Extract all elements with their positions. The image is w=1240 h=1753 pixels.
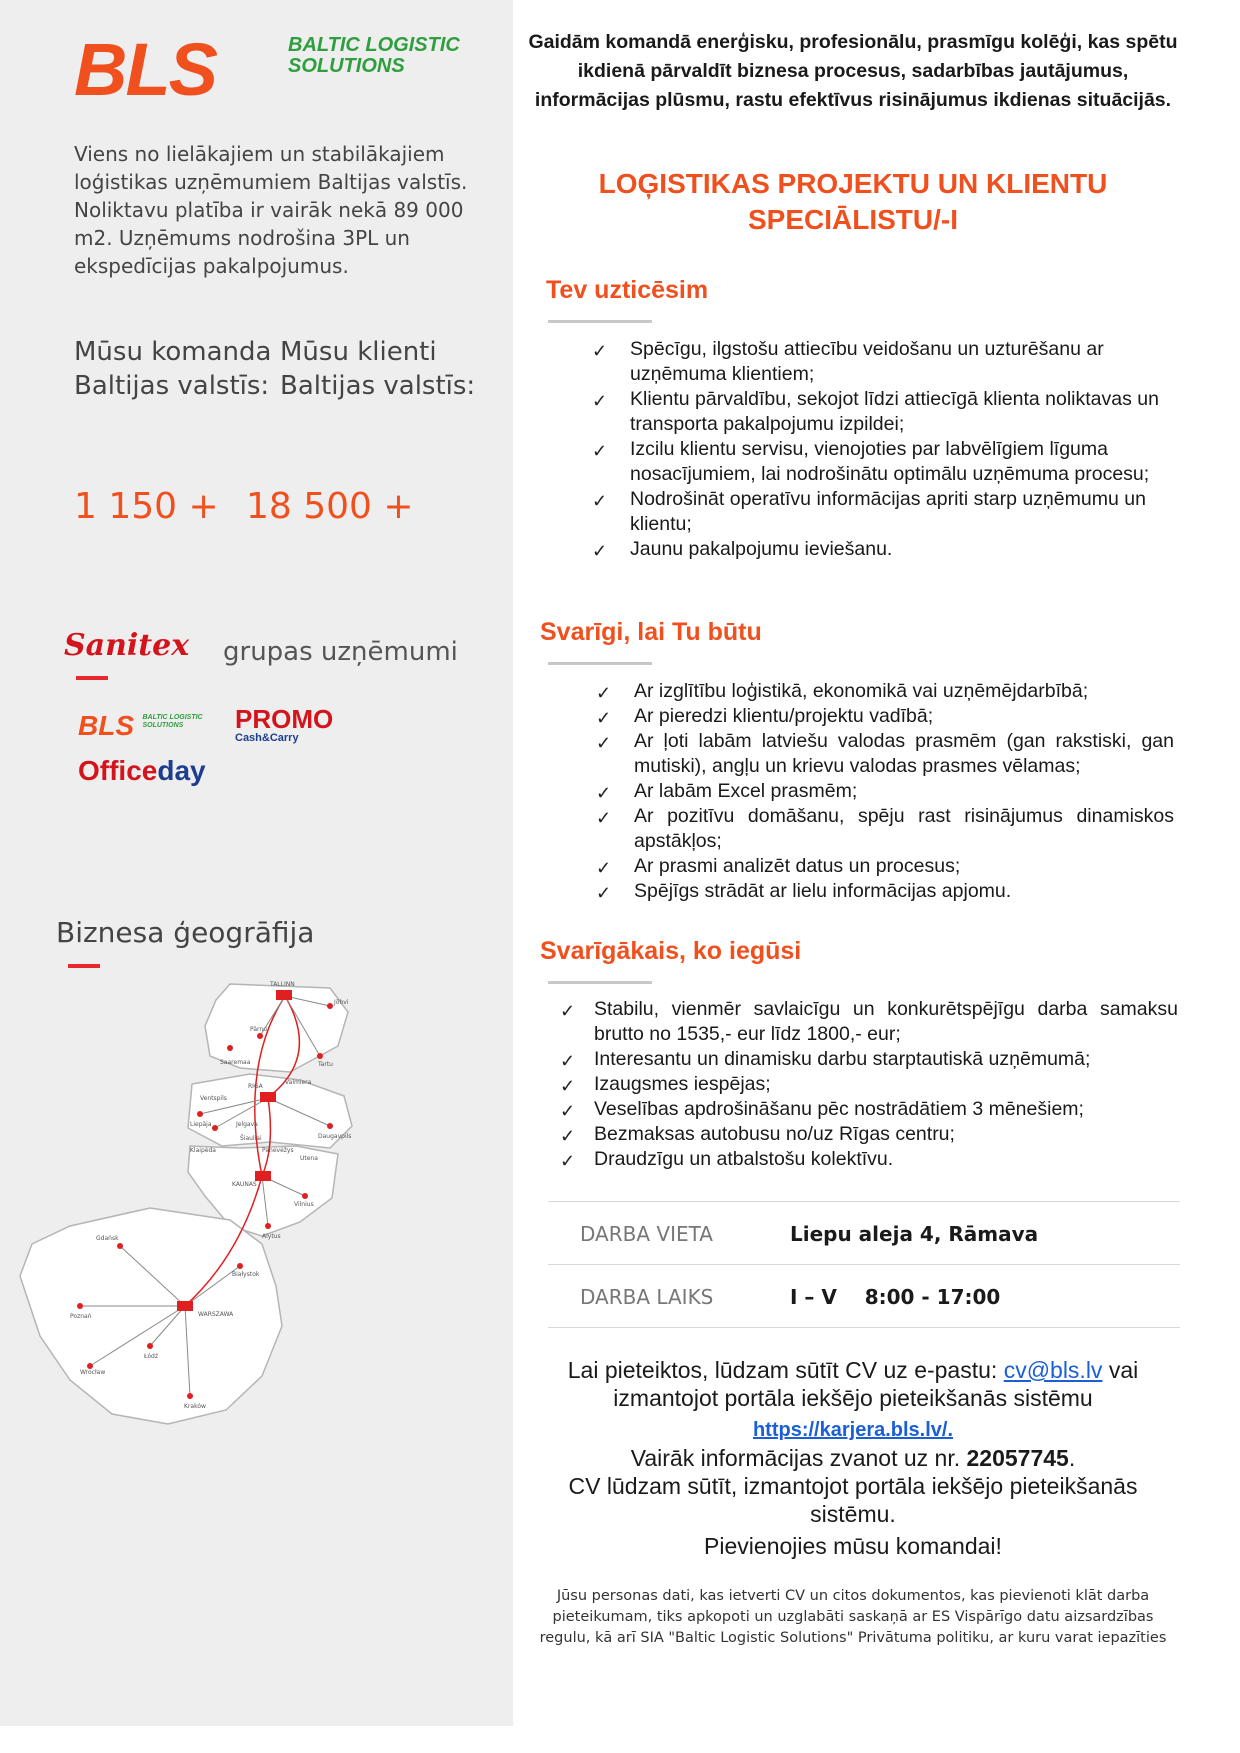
- check-icon: ✓: [592, 391, 608, 411]
- city-label: Jelgava: [236, 1121, 258, 1128]
- hub-warszawa: [177, 1301, 193, 1311]
- list-item: [552, 1072, 1178, 1097]
- bls-small-tag-1: BALTIC LOGISTIC: [142, 714, 203, 721]
- list-item: [584, 537, 1174, 562]
- apply-text: vai izmantojot portāla iekšējo pieteikšanās sistēmu: [613, 1357, 1139, 1411]
- location-label: DARBA VIETA: [580, 1222, 713, 1246]
- list-item-text: Izcilu klientu servisu, vienojoties par labvēlīgiem līguma nosacījumiem, lai nodrošinātu optimālu uzņēmuma procesu;: [630, 438, 1150, 485]
- poland-shape: [20, 1208, 282, 1424]
- phone-line: [528, 1444, 1178, 1472]
- city-pin: [187, 1393, 193, 1399]
- check-icon: ✓: [596, 783, 612, 803]
- city-label: Liepāja: [190, 1121, 212, 1128]
- city-pin: [237, 1263, 243, 1269]
- cv-instruction: CV lūdzam sūtīt, izmantojot portāla iekšējo pieteikšanās sistēmu.: [568, 1473, 1138, 1527]
- city-label: Vilnius: [294, 1201, 314, 1208]
- section-underline: [548, 320, 652, 323]
- logo-tag-line2: SOLUTIONS: [288, 55, 405, 77]
- list-item-text: Izaugsmes iespējas;: [594, 1073, 771, 1095]
- team-label: [74, 335, 271, 403]
- apply-text: Lai pieteiktos, lūdzam sūtīt CV uz e-pastu:: [567, 1357, 1004, 1383]
- check-icon: ✓: [596, 683, 612, 703]
- check-icon: ✓: [592, 491, 608, 511]
- list-item: [584, 437, 1174, 487]
- check-icon: ✓: [560, 1126, 576, 1146]
- job-title-line2: SPECIĀLISTU/-I: [747, 204, 958, 235]
- officeday-logo: [78, 755, 206, 787]
- city-pin: [197, 1111, 203, 1117]
- section-benefits-title: Svarīgākais, ko iegūsi: [540, 937, 802, 965]
- phone-text: .: [1068, 1445, 1076, 1471]
- list-item: [588, 729, 1174, 779]
- city-label: Pärnu: [250, 1026, 267, 1033]
- list-item: [588, 854, 1174, 879]
- hours-row: [548, 1264, 1180, 1328]
- list-item-text: Ar izglītību loģistikā, ekonomikā vai uzņēmējdarbībā;: [634, 680, 1089, 702]
- city-pin: [327, 1003, 333, 1009]
- trust-list: [584, 337, 1174, 562]
- clients-label-line1: Mūsu klienti: [280, 337, 437, 367]
- apply-email-line: [528, 1356, 1178, 1412]
- city-label: Valmiera: [285, 1079, 312, 1086]
- city-label: Wrocław: [80, 1369, 106, 1376]
- city-pin: [227, 1045, 233, 1051]
- city-label: Ventspils: [200, 1095, 227, 1102]
- check-icon: ✓: [560, 1076, 576, 1096]
- list-item-text: Stabilu, vienmēr savlaicīgu un konkurētspējīgu darba samaksu brutto no 1535,- eur līdz 1800,- eur;: [594, 998, 1178, 1045]
- list-item-text: Spējīgs strādāt ar lielu informācijas apjomu.: [634, 880, 1012, 902]
- location-row: [548, 1201, 1180, 1264]
- hours-label: DARBA LAIKS: [580, 1285, 714, 1309]
- officeday-day: day: [157, 755, 206, 786]
- clients-label-line2: Baltijas valstīs:: [280, 371, 476, 401]
- city-label: KAUNAS: [232, 1181, 257, 1188]
- list-item: [588, 704, 1174, 729]
- city-label: Šiauliai: [240, 1135, 262, 1142]
- list-item-text: Interesantu un dinamisku darbu starptautiskā uzņēmumā;: [594, 1048, 1091, 1070]
- city-label: TALLINN: [270, 981, 295, 988]
- check-icon: ✓: [592, 341, 608, 361]
- apply-block: [528, 1356, 1178, 1560]
- location-value: Liepu aleja 4, Rāmava: [790, 1222, 1039, 1246]
- team-label-line1: Mūsu komanda: [74, 337, 272, 367]
- section-requirements-title: Svarīgi, lai Tu būtu: [540, 618, 762, 646]
- city-pin: [317, 1053, 323, 1059]
- team-count: 1 150 +: [74, 486, 219, 527]
- list-item: [588, 879, 1174, 904]
- list-item-text: Draudzīgu un atbalstošu kolektīvu.: [594, 1148, 894, 1170]
- bls-small-letters: BLS: [78, 710, 134, 741]
- check-icon: ✓: [596, 733, 612, 753]
- phone-text: Vairāk informācijas zvanot uz nr.: [630, 1445, 967, 1471]
- list-item: [584, 487, 1174, 537]
- phone-number: 22057745: [966, 1445, 1069, 1471]
- city-pin: [147, 1343, 153, 1349]
- headline: Gaidām komandā enerģisku, profesionālu, prasmīgu kolēģi, kas spētu ikdienā pārvaldīt biznesa procesus, sadarbības jautājumus, informācijas plūsmu, rastu efektīvus risinājumus ikdienas situācijās.: [528, 31, 1178, 111]
- logo-tagline: [288, 35, 460, 77]
- list-item-text: Ar prasmi analizēt datus un procesus;: [634, 855, 961, 877]
- city-pin: [77, 1303, 83, 1309]
- city-pin: [265, 1223, 271, 1229]
- join-call: Pievienojies mūsu komandai!: [704, 1533, 1002, 1559]
- bls-small-tag: [142, 714, 202, 730]
- city-label: Saaremaa: [220, 1059, 251, 1066]
- list-item: [584, 337, 1174, 387]
- bls-small-tag-2: SOLUTIONS: [142, 722, 184, 729]
- list-item: [584, 387, 1174, 437]
- city-label: Poznań: [70, 1313, 92, 1320]
- check-icon: ✓: [596, 708, 612, 728]
- career-portal-link[interactable]: https://karjera.bls.lv/.: [752, 1419, 954, 1441]
- check-icon: ✓: [592, 541, 608, 561]
- city-label: Utena: [300, 1155, 318, 1162]
- email-link[interactable]: cv@bls.lv: [1003, 1357, 1103, 1383]
- job-title-line1: LOĢISTIKAS PROJEKTU UN KLIENTU: [598, 168, 1108, 199]
- city-label: Kraków: [184, 1403, 206, 1410]
- city-label: RIGA: [248, 1083, 263, 1090]
- city-pin: [117, 1243, 123, 1249]
- list-item-text: Jaunu pakalpojumu ieviešanu.: [630, 538, 893, 560]
- list-item: [552, 1122, 1178, 1147]
- list-item-text: Klientu pārvaldību, sekojot līdzi attiecīgā klienta noliktavas un transporta pakalpojumu izpildei;: [630, 388, 1159, 435]
- list-item: [552, 1047, 1178, 1072]
- city-label: Gdańsk: [96, 1235, 119, 1242]
- promo-text: PROMO: [235, 704, 334, 734]
- team-label-line2: Baltijas valstīs:: [74, 371, 270, 401]
- list-item-text: Ar ļoti labām latviešu valodas prasmēm (gan rakstiski, gan mutiski), angļu un krievu valodas prasmes vēlamas;: [634, 730, 1174, 777]
- list-item-text: Spēcīgu, ilgstošu attiecību veidošanu un uzturēšanu ar uzņēmuma klientiem;: [630, 338, 1104, 385]
- hub-riga: [260, 1092, 276, 1102]
- city-label: Łódź: [144, 1353, 159, 1360]
- benefits-list: [552, 997, 1178, 1172]
- sanitex-logo: Sanitex: [64, 628, 190, 663]
- check-icon: ✓: [592, 441, 608, 461]
- accent-bar: [76, 676, 108, 680]
- privacy-notice: Jūsu personas dati, kas ietverti CV un citos dokumentos, kas pievienoti klāt darba pieteikumam, tiks apkopoti un uzglabāti saskaņā ar ES Vispārīgo datu aizsardzības regulu, kā arī SIA "Baltic Logistic Solutions" Privātuma politiku, ar kuru varat iepazīties: [539, 1588, 1167, 1646]
- group-companies-label: grupas uzņēmumi: [223, 637, 458, 667]
- city-label: Białystok: [232, 1271, 260, 1278]
- list-item-text: Ar pozitīvu domāšanu, spēju rast risinājumus dinamiskos apstākļos;: [634, 805, 1174, 852]
- company-intro: Viens no lielākajiem un stabilākajiem loģistikas uzņēmumiem Baltijas valstīs. Noliktavu platība ir vairāk nekā 89 000 m2. Uzņēmums nodrošina 3PL un ekspedīcijas pakalpojumus.: [74, 142, 468, 278]
- logo-letters: BLS: [74, 28, 216, 111]
- section-underline: [548, 662, 652, 665]
- promo-logo: [235, 706, 333, 744]
- check-icon: ✓: [596, 883, 612, 903]
- city-label: Tartu: [318, 1061, 333, 1068]
- list-item-text: Nodrošināt operatīvu informācijas apriti starp uzņēmumu un klientu;: [630, 488, 1146, 535]
- city-label: Klaipėda: [190, 1147, 216, 1154]
- business-map: [0, 976, 513, 1446]
- city-label: Alytus: [262, 1233, 281, 1240]
- check-icon: ✓: [560, 1101, 576, 1121]
- promo-sub: Cash&Carry: [235, 732, 299, 744]
- requirements-list: [588, 679, 1174, 904]
- city-label: Daugavpils: [318, 1133, 352, 1140]
- check-icon: ✓: [560, 1151, 576, 1171]
- clients-label: [280, 335, 475, 403]
- section-trust-title: Tev uzticēsim: [546, 276, 709, 304]
- check-icon: ✓: [596, 858, 612, 878]
- list-item-text: Bezmaksas autobusu no/uz Rīgas centru;: [594, 1123, 955, 1145]
- hub-kaunas: [255, 1171, 271, 1181]
- city-label: WARSZAWA: [198, 1311, 234, 1318]
- check-icon: ✓: [560, 1051, 576, 1071]
- list-item: [588, 804, 1174, 854]
- bls-logo: [74, 30, 494, 110]
- list-item: [588, 679, 1174, 704]
- list-item: [552, 1147, 1178, 1172]
- city-pin: [302, 1193, 308, 1199]
- geo-accent-bar: [68, 964, 100, 968]
- check-icon: ✓: [560, 1001, 576, 1021]
- list-item: [588, 779, 1174, 804]
- hub-tallinn: [276, 990, 292, 1000]
- check-icon: ✓: [596, 808, 612, 828]
- section-underline: [548, 981, 652, 984]
- list-item-text: Ar pieredzi klientu/projektu vadībā;: [634, 705, 934, 727]
- officeday-office: Office: [78, 755, 158, 786]
- list-item: [552, 1097, 1178, 1122]
- city-label: Jõhvi: [334, 999, 349, 1006]
- hours-value: I – V 8:00 - 17:00: [790, 1285, 1001, 1309]
- list-item-text: Ar labām Excel prasmēm;: [634, 780, 858, 802]
- geography-title: Biznesa ģeogrāfija: [56, 916, 315, 949]
- list-item: [552, 997, 1178, 1047]
- city-label: Panevėžys: [262, 1147, 294, 1154]
- city-pin: [257, 1033, 263, 1039]
- bls-small-logo: [78, 710, 203, 742]
- logo-tag-line1: BALTIC LOGISTIC: [288, 34, 460, 56]
- city-pin: [327, 1123, 333, 1129]
- job-title: [528, 166, 1178, 238]
- city-pin: [212, 1125, 218, 1131]
- clients-count: 18 500 +: [246, 486, 414, 527]
- list-item-text: Veselības apdrošināšanu pēc nostrādātiem 3 mēnešiem;: [594, 1098, 1084, 1120]
